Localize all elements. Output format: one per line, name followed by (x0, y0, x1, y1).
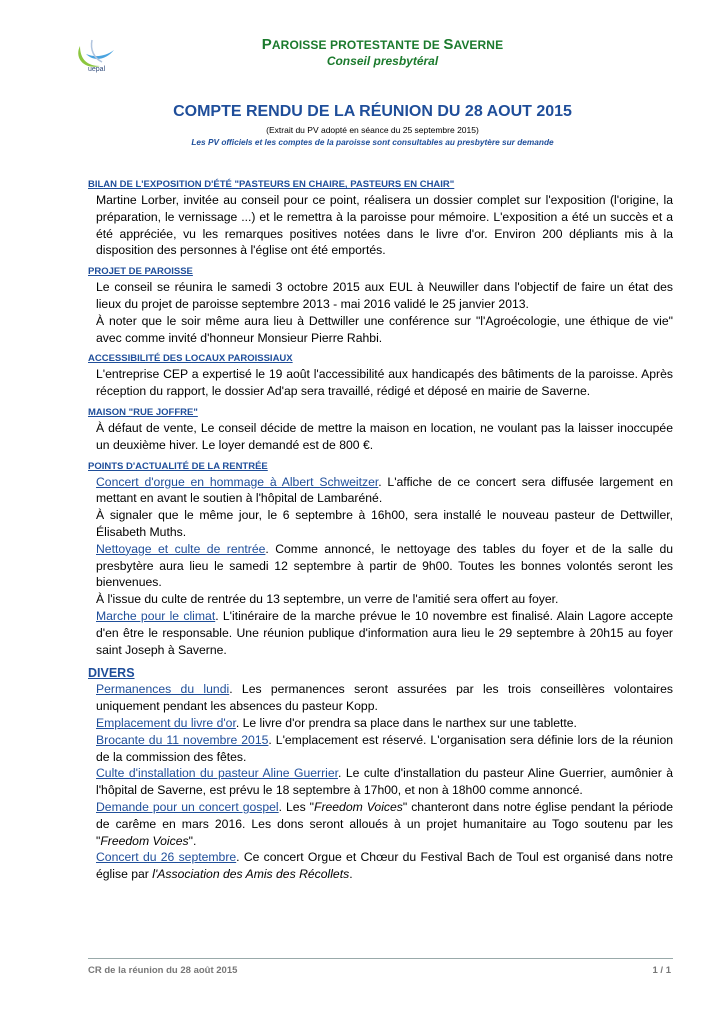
extract-note: (Extrait du PV adopté en séance du 25 septembre 2015) (266, 125, 479, 135)
section-text-projet: Le conseil se réunira le samedi 3 octobre 2015 aux EUL à Neuwiller dans l'objectif de faire un état des lieux du projet de paroisse septembre 2013 - mai 2016 validé le 25 janvier 2013. À noter que le soir même aura lieu à Dettwiller une conférence sur "l'Agroécologie, une éthique de vie" avec comme invité d'honneur Monsieur Pierre Rahbi. (96, 280, 673, 345)
permanences-link: Permanences du lundi (96, 682, 230, 697)
section-heading-bilan: BILAN DE L'EXPOSITION D'ÉTÉ "PASTEURS EN CHAIRE, PASTEURS EN CHAIR" (88, 179, 455, 190)
page-title: COMPTE RENDU DE LA RÉUNION DU 28 AOUT 2015 (173, 103, 572, 120)
section-text-maison: À défaut de vente, Le conseil décide de mettre la maison en location, ne voulant pas la laisser inoccupée un deuxième hiver. Le loyer demandé est de 800 €. (96, 420, 673, 452)
logo-text: uepal (88, 66, 106, 73)
section-heading-maison: MAISON "RUE JOFFRE" (88, 406, 198, 418)
organization-title: PAROISSE PROTESTANTE DE SAVERNE (261, 36, 504, 53)
section-heading-accessibilite: ACCESSIBILITÉ DES LOCAUX PAROISSIAUX (88, 353, 293, 365)
brocante-link: Brocante du 11 novembre 2015 (96, 732, 269, 747)
organization-subtitle: Conseil presbytéral (326, 54, 439, 68)
section-heading-points: POINTS D'ACTUALITÉ DE LA RENTRÉE (88, 460, 268, 472)
section-heading-divers: DIVERS (88, 666, 135, 681)
section-text-points: Concert d'orgue en hommage à Albert Schweitzer. L'affiche de ce concert sera diffusée largement en mettant en avant le soutien à l'hôpital de Lambaréné. À signaler que le même jour, le 6 septembre à 16h00, sera installé le nouveau pasteur de Dettwiller, Élisabeth Muths. Nettoyage et culte de rentrée. Comme annoncé, le nettoyage des tables du foyer et de la salle du presbytère aura lieu le samedi 12 septembre à partir de 9h00. Toutes les bonnes volontés seront les bienvenues. À l'issue du culte de rentrée du 13 septembre, un verre de l'amitié sera offert au foyer. Marche pour le climat. L'itinéraire de la marche prévue le 10 novembre est finalisé. Alain Lagore accepte d'en être le responsable. Une réunion publique d'information aura lieu le 29 septembre à 20h15 au foyer saint Joseph à Saverne. (96, 474, 673, 657)
nettoyage-link: Nettoyage et culte de rentrée (96, 541, 266, 556)
livre-or-link: Emplacement du livre d'or (96, 715, 236, 730)
section-text-divers: Permanences du lundi. Les permanences seront assurées par les trois conseillères volontaires uniquement pendant les absences du pasteur Kopp. Emplacement du livre d'or. Le livre d'or prendra sa place dans le narthex sur une tablette. Brocante du 11 novembre 2015. L'emplacement est réservé. L'organisation sera définie lors de la réunion de la commission des fêtes. Culte d'installation du pasteur Aline Guerrier. Le culte d'installation du pasteur Aline Guerrier, aumônier à l'hôpital de Saverne, est prévu le 18 septembre à 17h00, et non à 18h00 comme annoncé. Demande pour un concert gospel. Les "Freedom Voices" chanteront dans notre église pendant la période de carême en mars 2016. Les dons seront alloués à un projet humanitaire au Togo soutenu par les "Freedom Voices". Concert du 26 septembre. Ce concert Orgue et Chœur du Festival Bach de Toul est organisé dans notre église par l'Association des Amis des Récollets. (96, 682, 674, 882)
footer-document-title: CR de la réunion du 28 août 2015 (88, 965, 238, 976)
organization-header (0, 36, 725, 68)
concert-26-link: Concert du 26 septembre (96, 850, 237, 865)
page-number: 1 / 1 (652, 965, 671, 976)
document-body (88, 178, 673, 883)
section-text-accessibilite: L'entreprise CEP a expertisé le 19 août l'accessibilité aux handicapés des bâtiments de la paroisse. Après réception du rapport, le dossier Ad'ap sera travaillé, rédigé et déposé en mairie de Saverne. (96, 367, 673, 399)
concert-orgue-link: Concert d'orgue en hommage à Albert Schweitzer (96, 474, 379, 489)
section-text-bilan: Martine Lorber, invitée au conseil pour ce point, réalisera un dossier complet sur l'exposition (l'origine, la préparation, le vernissage ...) et le remettra à la paroisse pour mémoire. L'exposition a été un succès et a été appréciée, vu les remarques positives notées dans le livre d'or. Environ 200 dépliants mis à la disposition des personnes à l'église ont été emportés. (96, 193, 673, 258)
footer-divider (88, 958, 673, 959)
section-heading-projet: PROJET DE PAROISSE (88, 266, 193, 278)
concert-gospel-link: Demande pour un concert gospel (96, 799, 279, 814)
pv-note: Les PV officiels et les comptes de la paroisse sont consultables au presbytère sur demande (191, 137, 554, 147)
culte-installation-link: Culte d'installation du pasteur Aline Guerrier (96, 766, 339, 781)
title-block (0, 103, 725, 147)
marche-climat-link: Marche pour le climat (96, 608, 216, 623)
